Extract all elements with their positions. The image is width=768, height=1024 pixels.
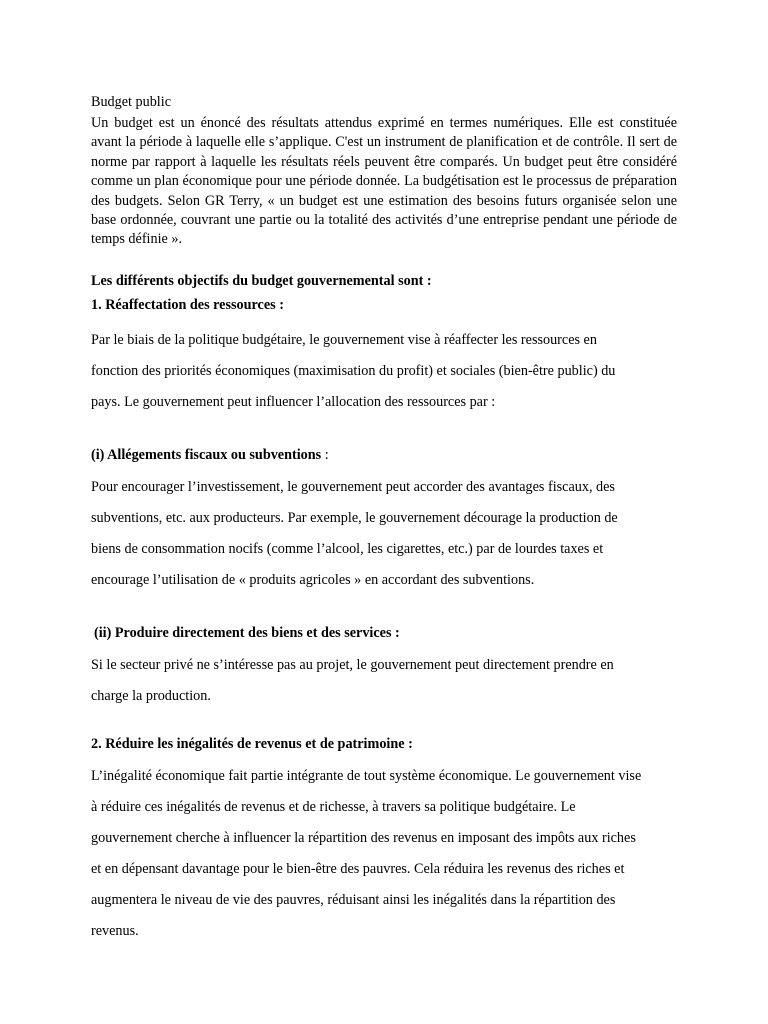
subsection-i-colon: : [321, 446, 329, 463]
section-2-heading: 2. Réduire les inégalités de revenus et de patrimoine : [91, 735, 413, 752]
text-line: Si le secteur privé ne s’intéresse pas au projet, le gouvernement peut directement prendre en [91, 656, 614, 673]
subsection-i-paragraph [91, 472, 677, 596]
text-line: revenus. [91, 922, 139, 939]
objectives-heading: Les différents objectifs du budget gouvernemental sont : [91, 272, 432, 289]
text-line: subventions, etc. aux producteurs. Par exemple, le gouvernement décourage la production de [91, 509, 618, 526]
text-line: gouvernement cherche à influencer la répartition des revenus en imposant des impôts aux riches [91, 829, 636, 846]
text-line: Par le biais de la politique budgétaire, le gouvernement vise à réaffecter les ressources en [91, 331, 597, 348]
text-line: à réduire ces inégalités de revenus et de richesse, à travers sa politique budgétaire. Le [91, 798, 576, 815]
subsection-i-heading [91, 445, 677, 465]
text-line: et en dépensant davantage pour le bien-être des pauvres. Cela réduira les revenus des riches et [91, 860, 625, 877]
document-title: Budget public [91, 94, 171, 110]
text-line: augmentera le niveau de vie des pauvres, réduisant ainsi les inégalités dans la répartition des [91, 891, 616, 908]
text-line: biens de consommation nocifs (comme l’alcool, les cigarettes, etc.) par de lourdes taxes et [91, 540, 604, 557]
document-page [91, 92, 677, 947]
section-1-paragraph [91, 325, 677, 418]
subsection-i-title: (i) Allégements fiscaux ou subventions [91, 446, 322, 463]
text-line: pays. Le gouvernement peut influencer l’allocation des ressources par : [91, 393, 496, 410]
section-2-paragraph [91, 761, 677, 947]
subsection-ii-title: (ii) Produire directement des biens et des services : [94, 624, 400, 641]
text-line: fonction des priorités économiques (maximisation du profit) et sociales (bien-être public) du [91, 362, 616, 379]
subsection-ii-paragraph [91, 650, 677, 712]
text-line: encourage l’utilisation de « produits agricoles » en accordant des subventions. [91, 571, 535, 588]
intro-paragraph: Un budget est un énoncé des résultats attendus exprimé en termes numériques. Elle est constituée avant la période à laquelle elle s’applique. C'est un instrument de planification et de contrôle. Il sert de norme par rapport à laquelle les résultats réels peuvent être comparés. Un budget peut être considéré comme un plan économique pour une période donnée. La budgétisation est le processus de préparation des budgets. Selon GR Terry, « un budget est une estimation des besoins futurs organisée selon une base ordonnée, couvrant une partie ou la totalité des activités d’une entreprise pendant une période de temps définie ». [91, 115, 677, 248]
section-1-heading: 1. Réaffectation des ressources : [91, 296, 284, 313]
text-line: Pour encourager l’investissement, le gouvernement peut accorder des avantages fiscaux, des [91, 478, 615, 495]
subsection-ii-heading [91, 623, 677, 643]
text-line: charge la production. [91, 687, 211, 704]
text-line: L’inégalité économique fait partie intégrante de tout système économique. Le gouvernement vise [91, 767, 642, 784]
